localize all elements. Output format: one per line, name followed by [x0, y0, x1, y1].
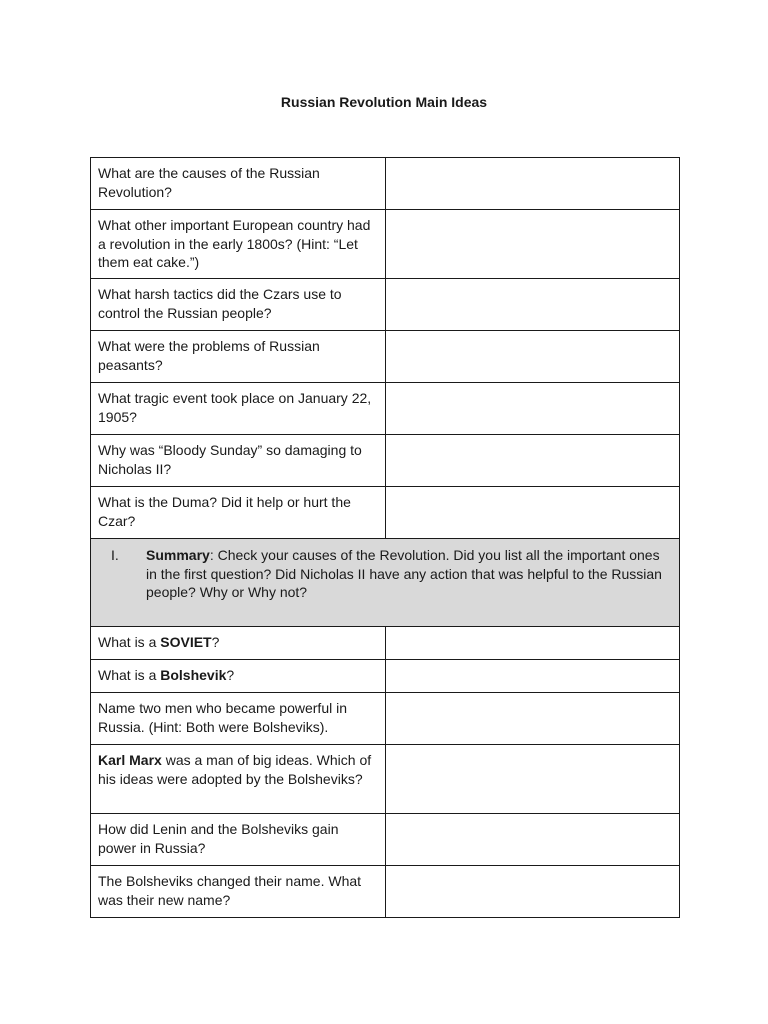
question-cell: What other important European country had a revolution in the early 1800s? (Hint: “Let them eat cake.”)	[91, 210, 386, 279]
table-row	[91, 745, 680, 814]
question-cell: How did Lenin and the Bolsheviks gain power in Russia?	[91, 814, 386, 866]
summary-row	[91, 539, 680, 627]
summary-cell[interactable]	[91, 539, 680, 627]
table-row	[91, 383, 680, 435]
question-cell: Name two men who became powerful in Russia. (Hint: Both were Bolsheviks).	[91, 693, 386, 745]
table-row	[91, 435, 680, 487]
answer-cell[interactable]	[386, 435, 680, 487]
answer-cell[interactable]	[386, 627, 680, 660]
table-row	[91, 693, 680, 745]
answer-cell[interactable]	[386, 210, 680, 279]
summary-label: Summary	[146, 547, 210, 563]
table-row	[91, 627, 680, 660]
table-row	[91, 279, 680, 331]
question-cell: The Bolsheviks changed their name. What was their new name?	[91, 866, 386, 918]
question-suffix: ?	[226, 667, 235, 683]
summary-numeral: I.	[111, 547, 119, 563]
question-cell: What is the Duma? Did it help or hurt the Czar?	[91, 487, 386, 539]
question-suffix: was a man of big ideas. Which of his ideas were adopted by the Bolsheviks?	[98, 752, 372, 787]
table-row	[91, 660, 680, 693]
question-prefix: What is a	[98, 667, 161, 683]
summary-text-block	[146, 546, 672, 602]
table-row	[91, 331, 680, 383]
question-cell: What tragic event took place on January 22, 1905?	[91, 383, 386, 435]
answer-cell[interactable]	[386, 814, 680, 866]
question-cell: What harsh tactics did the Czars use to control the Russian people?	[91, 279, 386, 331]
answer-cell[interactable]	[386, 158, 680, 210]
answer-cell[interactable]	[386, 487, 680, 539]
table-row	[91, 210, 680, 279]
answer-cell[interactable]	[386, 331, 680, 383]
table-row	[91, 158, 680, 210]
question-cell	[91, 660, 386, 693]
question-cell	[91, 627, 386, 660]
question-prefix: What is a	[98, 634, 161, 650]
question-cell	[91, 745, 386, 814]
answer-cell[interactable]	[386, 745, 680, 814]
question-keyword: Karl Marx	[98, 752, 162, 768]
question-suffix: ?	[211, 634, 220, 650]
table-row	[91, 487, 680, 539]
answer-cell[interactable]	[386, 660, 680, 693]
table-row	[91, 814, 680, 866]
question-cell: What were the problems of Russian peasants?	[91, 331, 386, 383]
answer-cell[interactable]	[386, 866, 680, 918]
table-row	[91, 866, 680, 918]
question-keyword: SOVIET	[160, 634, 212, 650]
page-title: Russian Revolution Main Ideas	[280, 94, 488, 110]
question-cell: What are the causes of the Russian Revolution?	[91, 158, 386, 210]
answer-cell[interactable]	[386, 383, 680, 435]
summary-instructions: : Check your causes of the Revolution. Did you list all the important ones in the first question? Did Nicholas II have any action that was helpful to the Russian people? Why or Why not?	[146, 547, 662, 600]
question-cell: Why was “Bloody Sunday” so damaging to Nicholas II?	[91, 435, 386, 487]
worksheet-table	[90, 157, 680, 918]
answer-cell[interactable]	[386, 693, 680, 745]
answer-cell[interactable]	[386, 279, 680, 331]
question-keyword: Bolshevik	[160, 667, 227, 683]
